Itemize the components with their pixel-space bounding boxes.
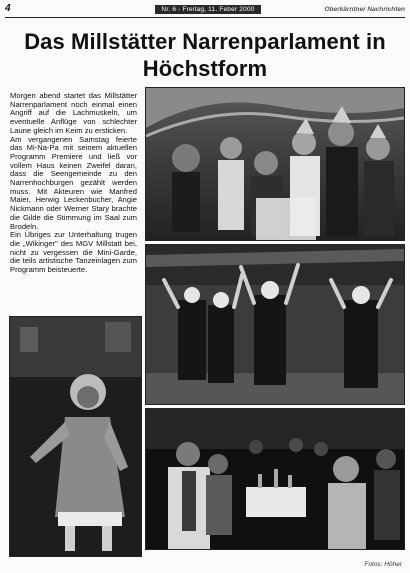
photo-credit: Fotos: Höher [364, 561, 402, 568]
page-number: 4 [5, 3, 11, 14]
header-rule [5, 17, 405, 18]
page-header [5, 3, 405, 17]
photo-audience-table [145, 408, 405, 550]
photo-parliament-stage [145, 87, 405, 241]
article-paragraph: Morgen abend startet das Millstätter Narrenparlament noch einmal einen Angriff auf die Lachmuskeln, um eventuelle Anflüge von schlechter Laune gleich im Keim zu ersticken. [10, 91, 137, 135]
masthead-logo: Oberkärntner Nachrichten [324, 6, 405, 13]
article-paragraph: Am vergangenen Samstag feierte das Mi-Na-Pa mit seinem aktuellen Programm Premiere und ließ vor vollem Haus keinen Zweifel daran, dass die Seengemeinde zu den Narrenhochburgen gezählt werden muss. Mit Akteuren wie Manfred Maier, Herwig Leckenbucher, Angie Nickmann oder Werner Stary brachte die Gilde die Stimmung im Saal zum Brodeln. [10, 134, 137, 231]
issue-date-bar: Nr. 6 - Freitag, 11. Feber 2000 [155, 5, 261, 14]
photo-nuns-dance [145, 244, 405, 405]
photo-performer-costume [9, 316, 142, 557]
article-body [10, 92, 137, 275]
article-headline: Das Millstätter Narrenparlament in Höchstform [24, 29, 386, 81]
article-paragraph: Ein Übriges zur Unterhaltung trugen die „Wikinger" des MGV Millstatt bei, nicht zu vergessen die Mini-Garde, die teils artistische Tanzeinlagen zum Programm beisteuerte. [10, 230, 137, 275]
